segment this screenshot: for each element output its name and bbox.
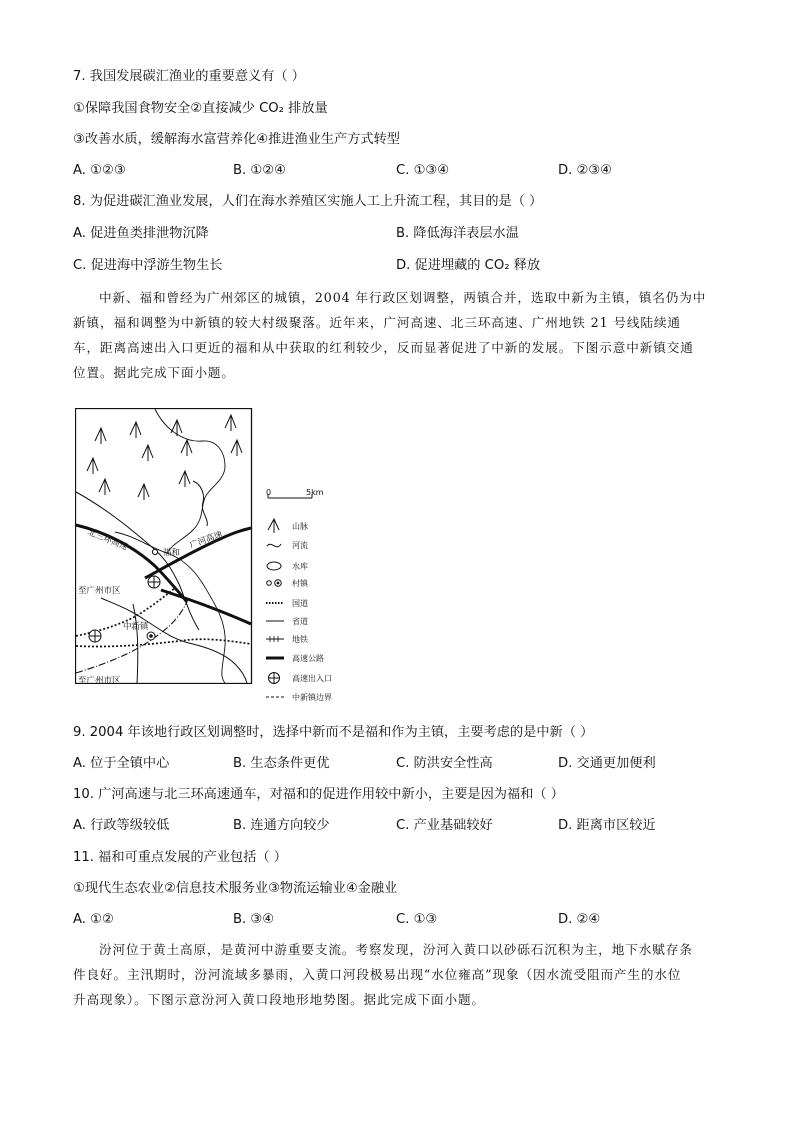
q7-stem: 7. 我国发展碳汇渔业的重要意义有（ ）	[73, 69, 305, 84]
q9-option-c[interactable]: C. 防洪安全性高	[396, 756, 493, 771]
q9-option-d[interactable]: D. 交通更加便利	[558, 756, 656, 771]
label-beisanhuan: 北三环高速	[85, 527, 130, 553]
q8-option-c[interactable]: C. 促进海中浮游生物生长	[73, 258, 223, 273]
legend-highway-exit: 高速出入口	[292, 674, 332, 683]
passage2-line3: 升高现象）。下图示意汾河入黄口段地形地势图。据此完成下面小题。	[73, 992, 486, 1007]
legend-national-road: 国道	[292, 599, 308, 608]
legend-metro: 地铁	[292, 635, 308, 644]
q7-items-line1: ①保障我国食物安全②直接减少 CO₂ 排放量	[73, 101, 328, 116]
mountain-icon	[268, 519, 279, 533]
q7-option-c[interactable]: C. ①③④	[396, 163, 450, 178]
q11-option-c[interactable]: C. ①③	[396, 912, 438, 927]
passage1-line3: 车，距离高速出入口更近的福和从中获取的红利较少，反而显著促进了中新的发展。下图示意中新镇交通	[73, 340, 694, 355]
map-legend	[264, 486, 384, 708]
passage1-line4: 位置。据此完成下面小题。	[73, 365, 235, 380]
q10-option-b[interactable]: B. 连通方向较少	[233, 818, 330, 833]
q11-items: ①现代生态农业②信息技术服务业③物流运输业④金融业	[73, 881, 398, 896]
legend-reservoir: 水库	[292, 562, 308, 571]
scale-zero: 0	[266, 488, 272, 497]
q10-option-d[interactable]: D. 距离市区较近	[558, 818, 656, 833]
passage-fenhe	[73, 937, 723, 1012]
legend-expressway: 高速公路	[292, 654, 324, 663]
river-icon	[267, 544, 281, 547]
legend-river: 河流	[292, 541, 308, 550]
q8-stem: 8. 为促进碳汇渔业发展，人们在海水养殖区实施人工上升流工程，其目的是（ ）	[73, 194, 543, 209]
legend-boundary: 中新镇边界	[292, 693, 332, 702]
label-fuhe: 福和	[163, 548, 181, 558]
q11-option-d[interactable]: D. ②④	[558, 912, 601, 927]
q9-stem: 9. 2004 年该地行政区划调整时，选择中新而不是福和作为主镇，主要考虑的是中新（ ）	[73, 725, 594, 740]
passage2-line1: 汾河位于黄土高原，是黄河中游重要支流。考察发现，汾河入黄口以砂砾石沉积为主，地下水赋存条	[99, 942, 693, 957]
q9-option-a[interactable]: A. 位于全镇中心	[73, 756, 170, 771]
passage1-line2: 新镇，福和调整为中新镇的较大村级聚落。近年来，广河高速、北三环高速、广州地铁 21 号线陆续通	[73, 315, 681, 330]
village-fuhe-marker	[152, 549, 157, 554]
q7-option-b[interactable]: B. ①②④	[233, 163, 286, 178]
legend-town: 村镇	[292, 579, 308, 588]
q11-option-a[interactable]: A. ①②	[73, 912, 114, 927]
q7-items-line2: ③改善水质，缓解海水富营养化④推进渔业生产方式转型	[73, 132, 400, 147]
label-zhongxin: 中新镇	[123, 622, 149, 632]
label-to-guangzhou-1: 至广州市区	[78, 586, 121, 596]
label-guanghe: 广河高速	[188, 529, 224, 551]
q11-option-b[interactable]: B. ③④	[233, 912, 275, 927]
q7-option-a[interactable]: A. ①②③	[73, 163, 126, 178]
passage-zhongxin	[73, 285, 723, 385]
passage2-line2: 件良好。主汛期时，汾河流域多暴雨，入黄口河段极易出现“水位雍高”现象（因水流受阻而产生的水位	[73, 967, 682, 982]
q8-option-a[interactable]: A. 促进鱼类排泄物沉降	[73, 226, 209, 241]
passage1-line1: 中新、福和曾经为广州郊区的城镇，2004 年行政区划调整，两镇合并，选取中新为主镇，镇名仍为中	[99, 290, 707, 305]
q10-stem: 10. 广河高速与北三环高速通车，对福和的促进作用较中新小，主要是因为福和（ ）	[73, 787, 564, 802]
village-icon	[267, 581, 272, 586]
reservoir-icon	[267, 562, 281, 570]
q11-stem: 11. 福和可重点发展的产业包括（ ）	[73, 850, 287, 865]
q10-option-a[interactable]: A. 行政等级较低	[73, 818, 170, 833]
q8-option-b[interactable]: B. 降低海洋表层水温	[396, 226, 519, 241]
town-zhongxin-dot	[149, 634, 153, 638]
legend-mountain: 山脉	[292, 522, 308, 531]
legend-provincial-road: 省道	[292, 617, 308, 626]
q9-option-b[interactable]: B. 生态条件更优	[233, 756, 330, 771]
scale-distance: 5km	[306, 488, 324, 497]
q8-option-d[interactable]: D. 促进埋藏的 CO₂ 释放	[396, 258, 541, 273]
q10-option-c[interactable]: C. 产业基础较好	[396, 818, 493, 833]
q7-option-d[interactable]: D. ②③④	[558, 163, 613, 178]
label-to-guangzhou-2: 至广州市区	[78, 676, 121, 684]
